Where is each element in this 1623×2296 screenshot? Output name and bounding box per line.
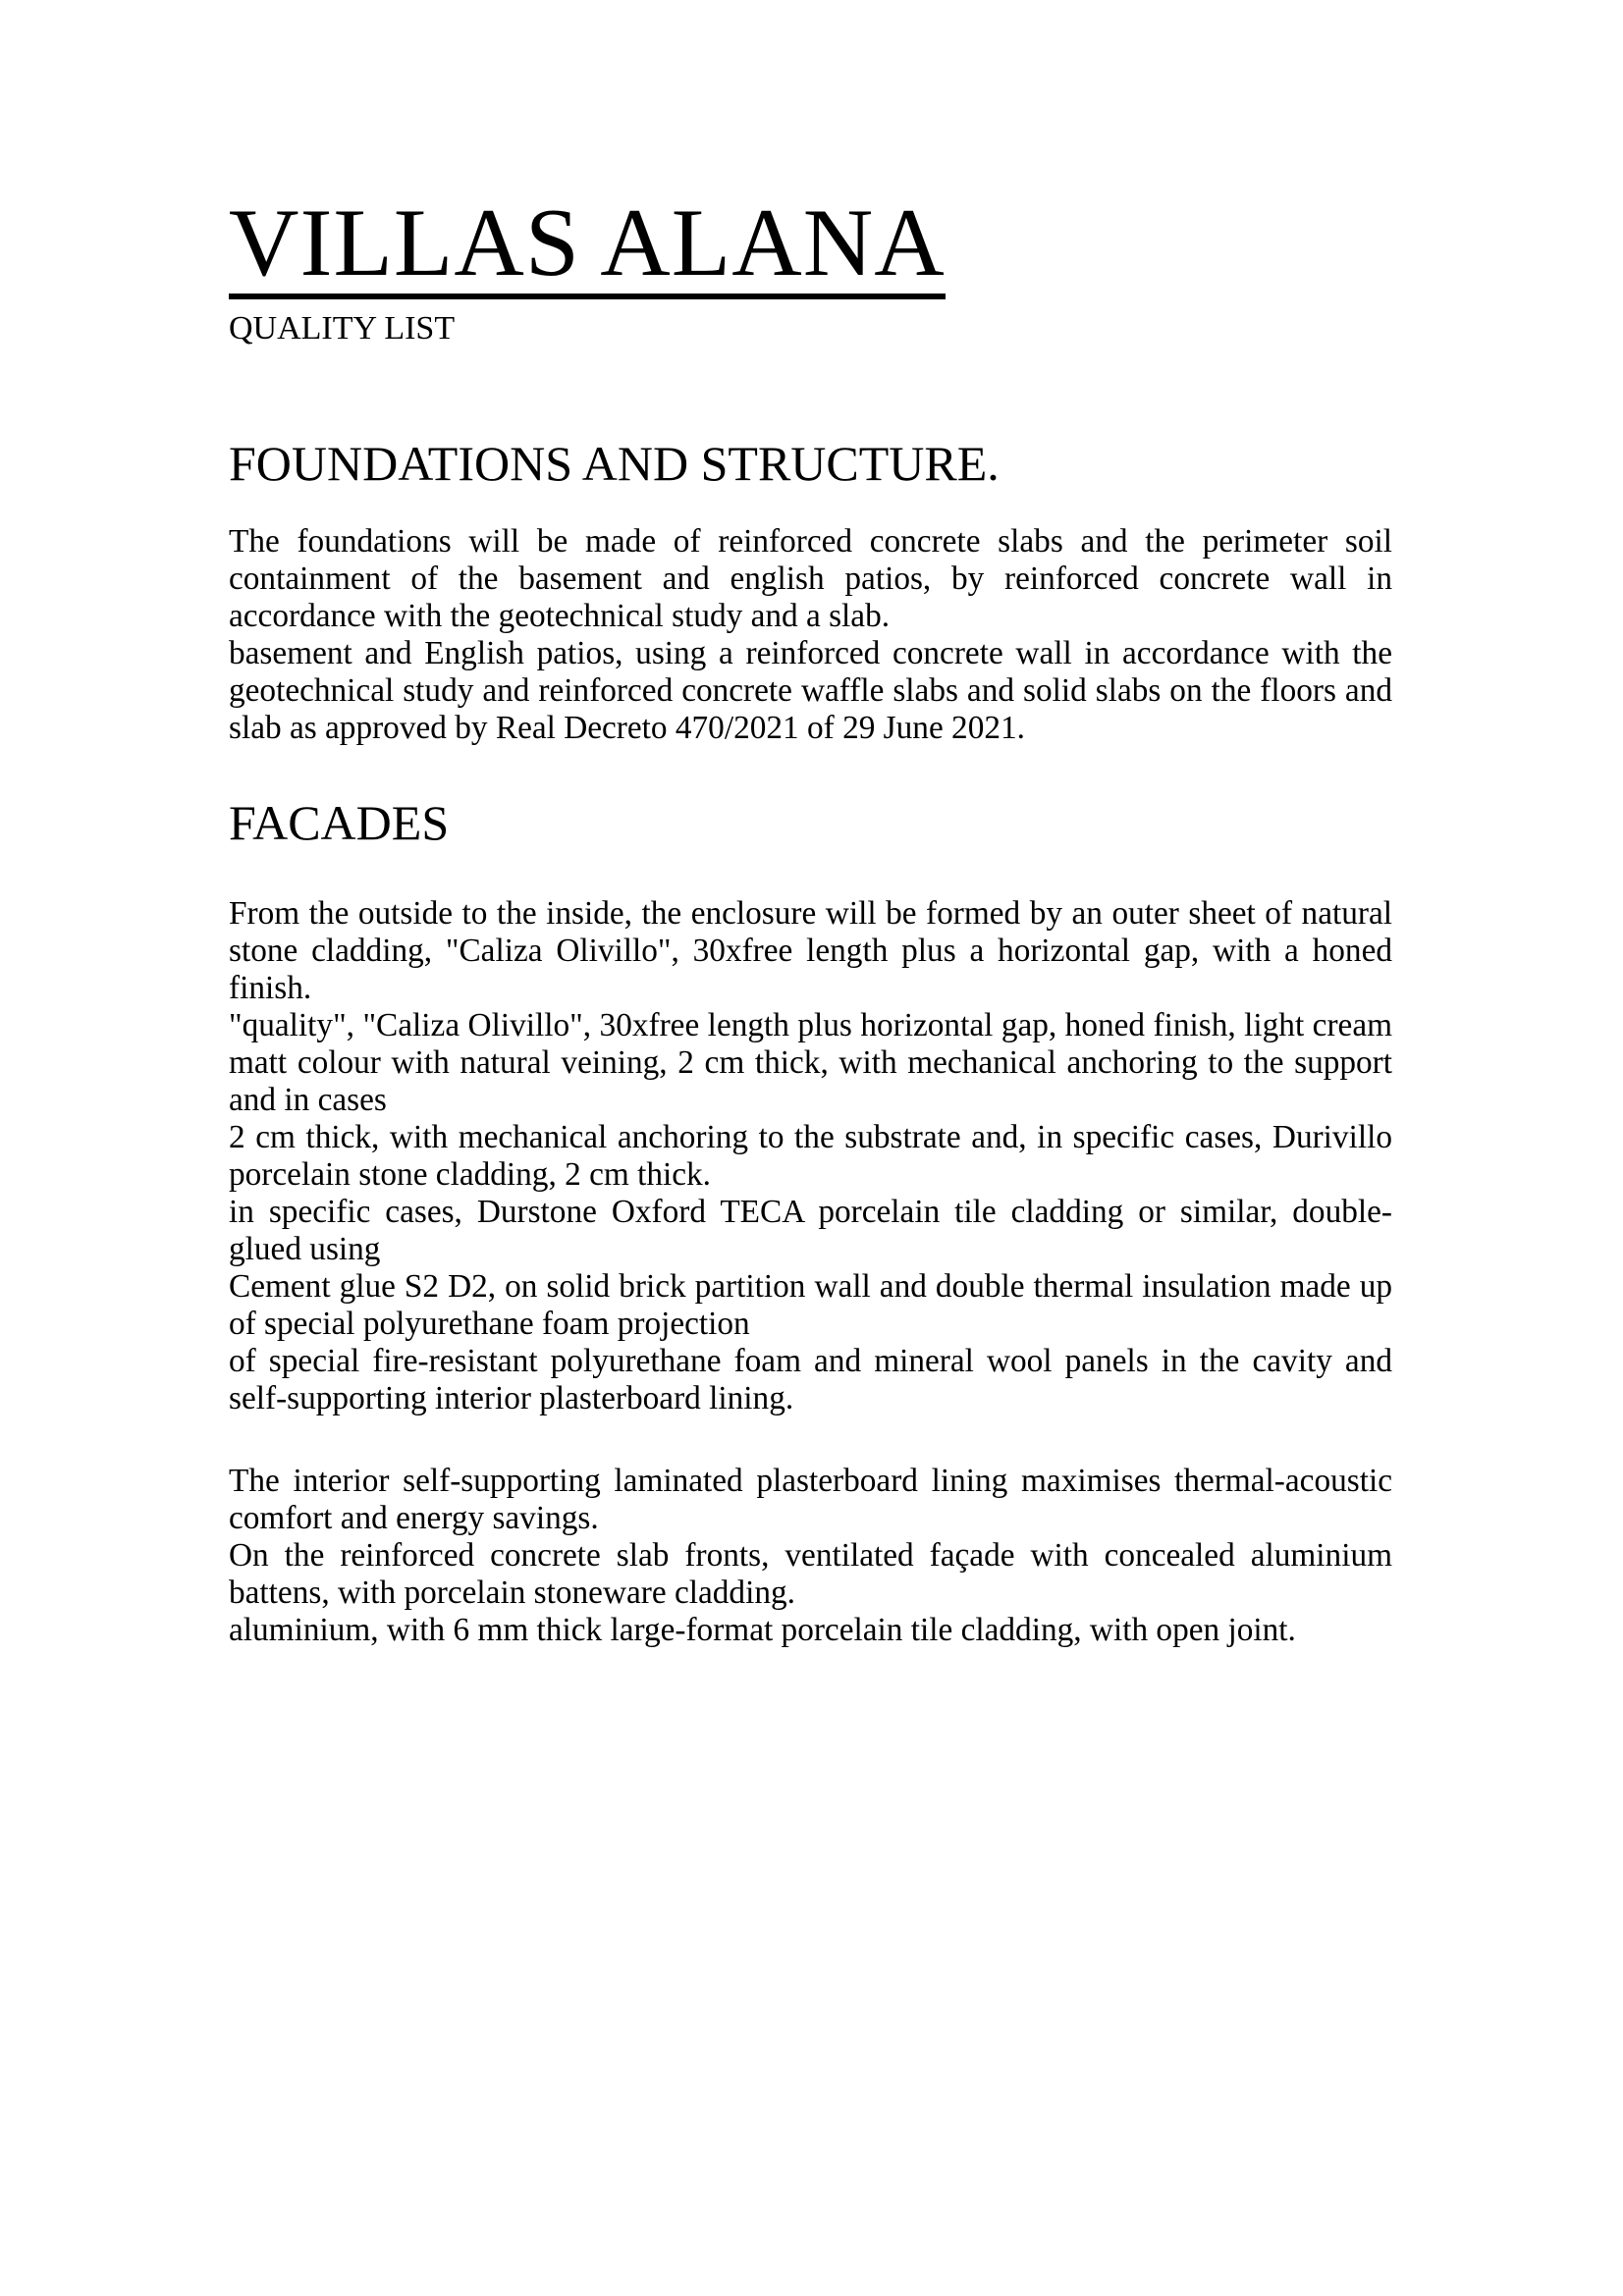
document-subtitle: QUALITY LIST [229,310,456,347]
paragraph: aluminium, with 6 mm thick large-format porcelain tile cladding, with open joint. [229,1612,1296,1648]
section-body-foundations [229,523,1392,747]
paragraph: "quality", "Caliza Olivillo", 30xfree length plus horizontal gap, honed finish, light cream matt colour with natural veining, 2 cm thick, with mechanical anchoring to the support and in cases [229,1007,1392,1118]
section-body-facades [229,895,1392,1649]
paragraph: On the reinforced concrete slab fronts, ventilated façade with concealed aluminium battens, with porcelain stoneware cladding. [229,1537,1392,1611]
section-heading-facades: FACADES [229,795,450,850]
section-facades [229,794,1392,1649]
paragraph: From the outside to the inside, the enclosure will be formed by an outer sheet of natural stone cladding, "Caliza Olivillo", 30xfree length plus a horizontal gap, with a honed finish. [229,895,1392,1006]
section-foundations-and-structure [229,435,1392,747]
paragraph: basement and English patios, using a reinforced concrete wall in accordance with the geotechnical study and reinforced concrete waffle slabs and solid slabs on the floors and slab as approved by Real Decreto 470/2021 of 29 June 2021. [229,635,1392,746]
paragraph: of special fire-resistant polyurethane foam and mineral wool panels in the cavity and self-supporting interior plasterboard lining. [229,1343,1392,1416]
document-title [229,189,1392,299]
paragraph: The foundations will be made of reinforced concrete slabs and the perimeter soil containment of the basement and english patios, by reinforced concrete wall in accordance with the geotechnical study and a slab. [229,523,1392,634]
paragraph: 2 cm thick, with mechanical anchoring to the substrate and, in specific cases, Durivillo porcelain stone cladding, 2 cm thick. [229,1119,1392,1193]
section-heading-foundations: FOUNDATIONS AND STRUCTURE. [229,436,1000,491]
paragraph: The interior self-supporting laminated plasterboard lining maximises thermal-acoustic comfort and energy savings. [229,1463,1392,1536]
paragraph: in specific cases, Durstone Oxford TECA porcelain tile cladding or similar, double-glued using [229,1194,1392,1267]
document-title-text: VILLAS ALANA [229,192,946,299]
paragraph: Cement glue S2 D2, on solid brick partition wall and double thermal insulation made up of special polyurethane foam projection [229,1268,1392,1342]
